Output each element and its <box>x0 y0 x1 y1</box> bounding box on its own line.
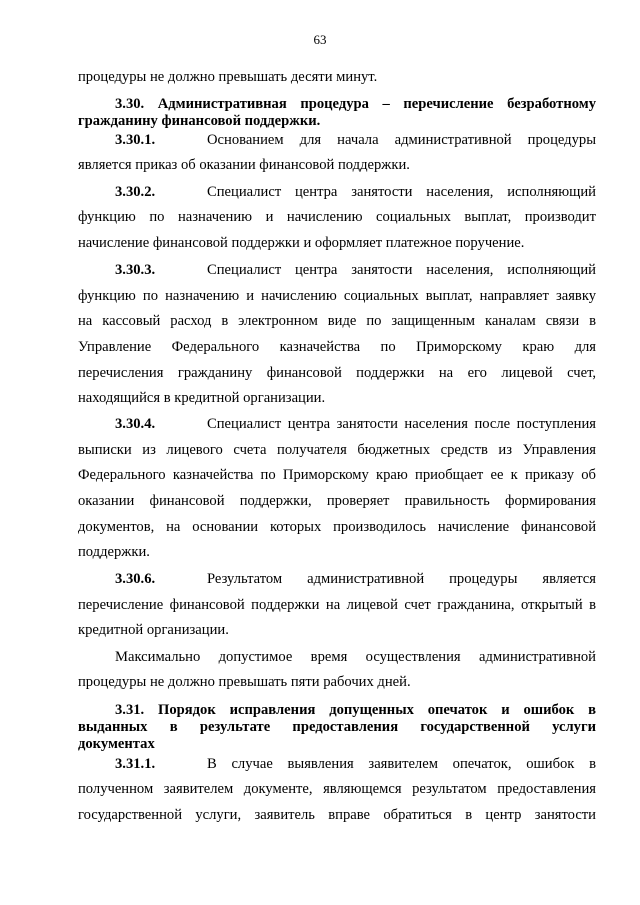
line-text: Основанием для начала административной процедуры <box>207 132 596 148</box>
section-heading-3-30-cont <box>78 113 596 129</box>
text-line <box>78 235 596 251</box>
section-heading-3-31-cont <box>78 719 596 735</box>
text-line <box>78 807 596 823</box>
line-text: Управление Федерального казначейства по Приморскому краю для <box>78 339 596 355</box>
text-line <box>78 781 596 797</box>
text-line <box>78 390 596 406</box>
line-text: на кассовый расход в электронном виде по защищенным каналам связи в <box>78 313 596 329</box>
paragraph-3-30-6 <box>115 571 596 587</box>
line-text: государственной услуги, заявитель вправе обратиться в центр занятости <box>78 807 596 823</box>
section-heading-3-31 <box>115 702 596 718</box>
line-text: является приказ об оказании финансовой поддержки. <box>78 157 410 173</box>
text-line <box>78 544 596 560</box>
clause-number: 3.30.1. <box>115 132 156 148</box>
line-text: функцию по назначению и начислению социальных выплат, направляет заявку <box>78 288 596 304</box>
text-line <box>78 519 596 535</box>
line-text: Максимально допустимое время осуществления административной <box>115 649 596 665</box>
section-heading-3-31-cont <box>78 736 596 752</box>
line-text: начисление финансовой поддержки и оформляет платежное поручение. <box>78 235 525 251</box>
text-line <box>78 467 596 483</box>
text-line <box>78 365 596 381</box>
paragraph-max-time <box>115 649 596 665</box>
text-line <box>78 209 596 225</box>
section-heading-3-30 <box>115 96 596 112</box>
text-line <box>78 339 596 355</box>
text-line <box>78 674 596 690</box>
paragraph-3-30-2 <box>115 184 596 200</box>
paragraph-3-30-4 <box>115 416 596 432</box>
line-text: перечисления гражданину финансовой поддержки на его лицевой счет, <box>78 365 596 381</box>
page-number: 63 <box>313 32 327 47</box>
text-line <box>78 288 596 304</box>
line-text: В случае выявления заявителем опечаток, ошибок в <box>207 756 596 772</box>
line-text: перечисление финансовой поддержки на лицевой счет гражданина, открытый в <box>78 597 596 613</box>
paragraph-3-31-1 <box>115 756 596 772</box>
clause-number: 3.30.4. <box>115 416 156 432</box>
heading-text: документах <box>78 736 155 752</box>
line-text: документов, на основании которых производилось начисление финансовой <box>78 519 596 535</box>
clause-number: 3.30.6. <box>115 571 156 587</box>
line-text: находящийся в кредитной организации. <box>78 390 326 406</box>
paragraph-3-30-1 <box>115 132 596 148</box>
text-line <box>78 313 596 329</box>
line-text: Результатом административной процедуры является <box>207 571 596 587</box>
heading-text: гражданину финансовой поддержки. <box>78 113 321 129</box>
paragraph-3-30-3 <box>115 262 596 278</box>
text-line <box>78 622 596 638</box>
clause-number: 3.30.2. <box>115 184 156 200</box>
line-text: полученном заявителем документе, являющемся результатом предоставления <box>78 781 596 797</box>
line-text: оказании финансовой поддержки, проверяет правильность формирования <box>78 493 596 509</box>
line-text: поддержки. <box>78 544 150 560</box>
text-line <box>78 597 596 613</box>
line-text: функцию по назначению и начислению социальных выплат, производит <box>78 209 596 225</box>
line-text: Специалист центра занятости населения, исполняющий <box>207 262 596 278</box>
line-text: Специалист центра занятости населения после поступления <box>207 416 596 432</box>
line-text: процедуры не должно превышать десяти минут. <box>78 69 378 85</box>
clause-number: 3.31.1. <box>115 756 156 772</box>
line-text: процедуры не должно превышать пяти рабочих дней. <box>78 674 411 690</box>
line-text: кредитной организации. <box>78 622 229 638</box>
text-line <box>78 442 596 458</box>
clause-number: 3.30.3. <box>115 262 156 278</box>
heading-text: выданных в результате предоставления государственной услуги <box>78 719 596 735</box>
line-text: выписки из лицевого счета получателя бюджетных средств из Управления <box>78 442 596 458</box>
text-line <box>78 69 596 85</box>
line-text: Специалист центра занятости населения, исполняющий <box>207 184 596 200</box>
line-text: Федерального казначейства по Приморскому краю приобщает ее к приказу об <box>78 467 596 483</box>
heading-text: 3.31. Порядок исправления допущенных опечаток и ошибок в <box>115 702 596 718</box>
heading-text: 3.30. Административная процедура – перечисление безработному <box>115 96 596 112</box>
text-line <box>78 493 596 509</box>
text-line <box>78 157 596 173</box>
